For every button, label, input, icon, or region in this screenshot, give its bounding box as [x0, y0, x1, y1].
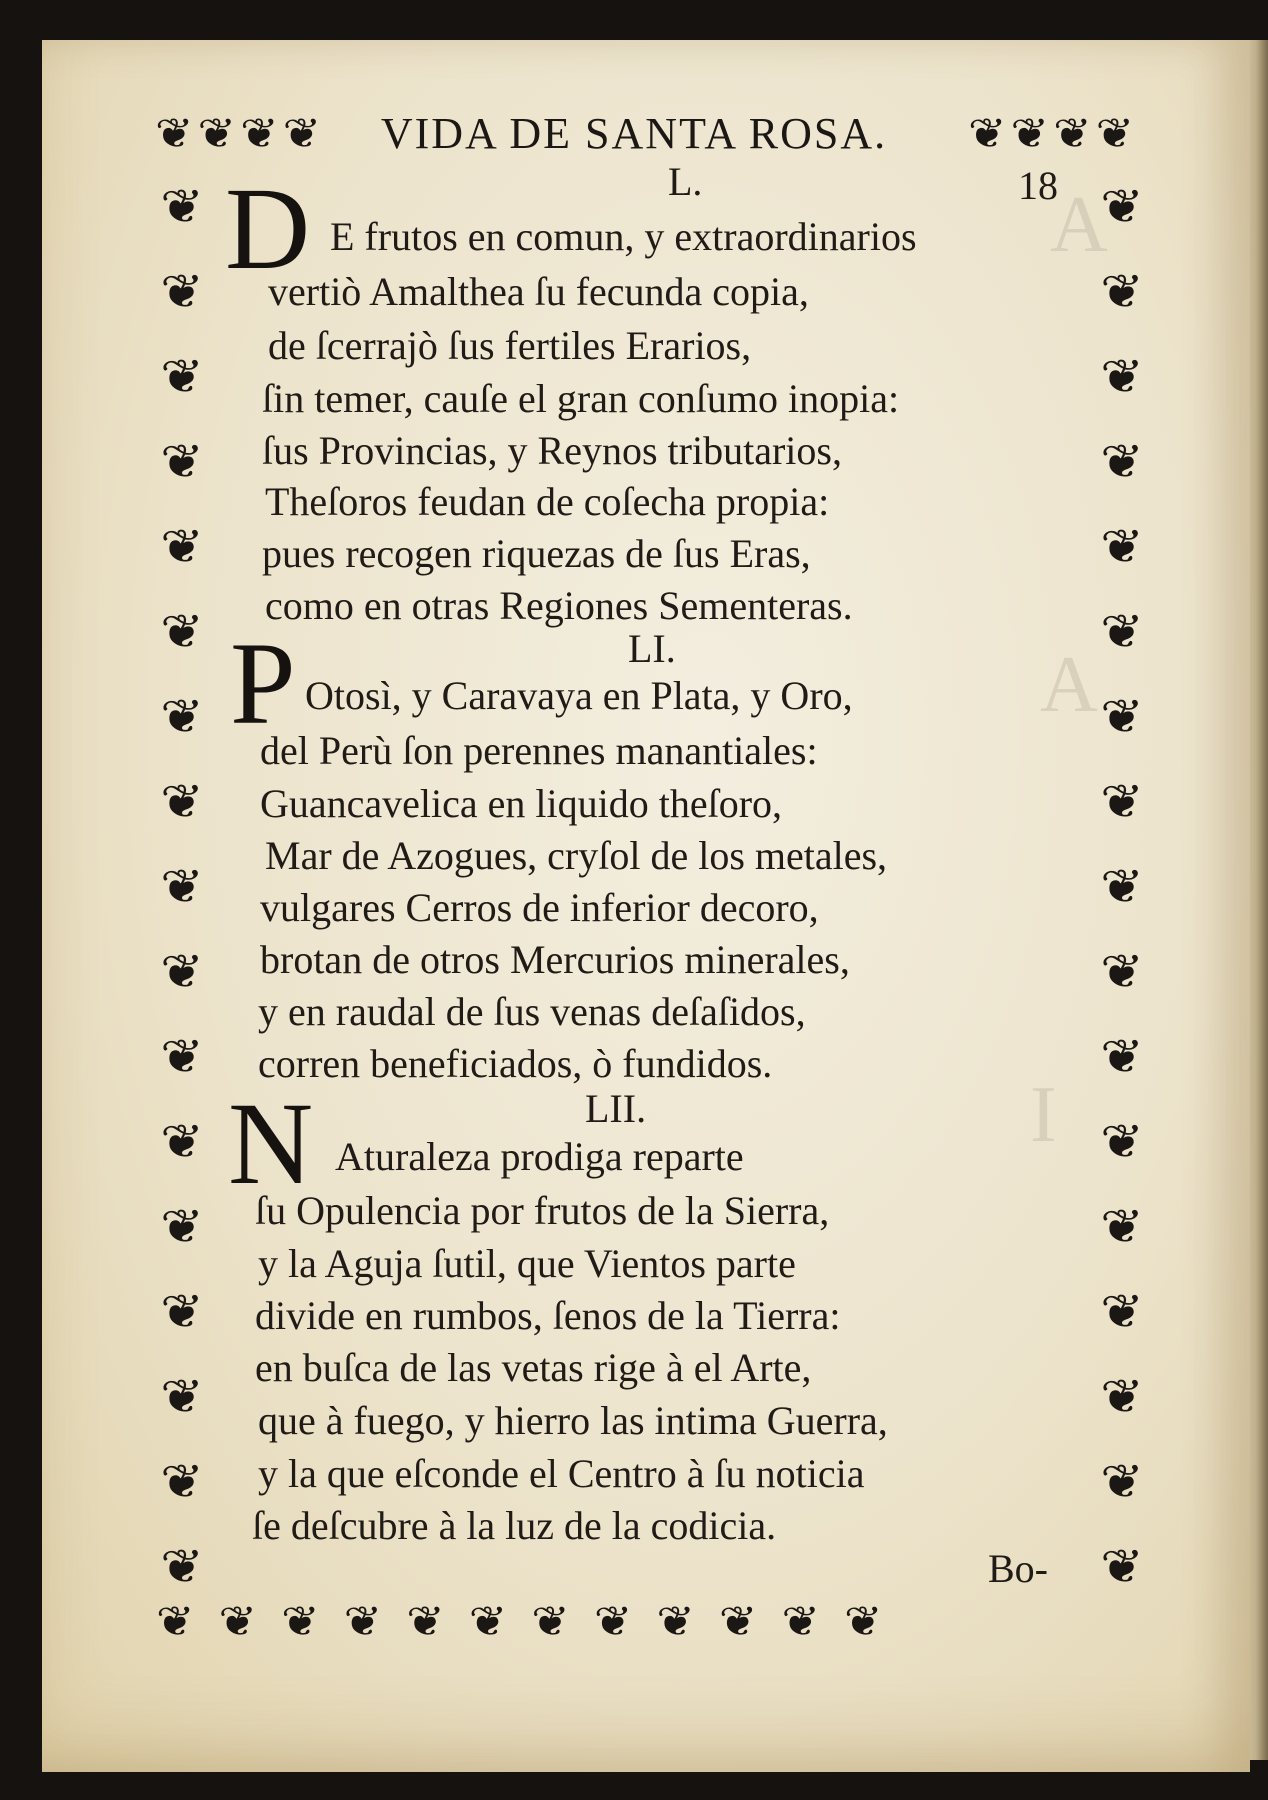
fleuron-icon: ❦ — [1100, 605, 1144, 660]
fleuron-icon: ❦ — [160, 350, 204, 405]
verse-line: del Perù ſon perennes manantiales: — [260, 728, 818, 773]
fleuron-icon: ❦ — [468, 1596, 508, 1646]
verse-line: ſe deſcubre à la luz de la codicia. — [252, 1503, 777, 1548]
fleuron-icon: ❦ — [156, 1596, 195, 1646]
fleuron-icon: ❦ — [281, 1596, 320, 1646]
verse-line: Aturaleza prodiga reparte — [335, 1134, 744, 1179]
fleuron-icon: ❦ — [160, 860, 204, 915]
fleuron-icon: ❦ — [1100, 265, 1144, 320]
drop-capital: P — [230, 618, 296, 749]
fleuron-icon: ❦ — [1100, 1030, 1144, 1085]
fleuron-icon: ❦ — [160, 775, 204, 830]
verse-line: vertiò Amalthea ſu fecunda copia, — [268, 269, 809, 314]
fleuron-icon: ❦ — [1100, 435, 1144, 490]
verse-line: y en raudal de ſus venas deſaſidos, — [258, 989, 806, 1034]
fleuron-icon: ❦ — [1100, 1370, 1144, 1425]
fleuron-icon: ❦ — [1100, 180, 1144, 235]
fleuron-icon: ❦ — [160, 1370, 204, 1425]
ornament-column-left — [152, 165, 212, 1610]
verse-line: pues recogen riquezas de ſus Eras, — [262, 531, 811, 576]
fleuron-icon: ❦ — [406, 1596, 445, 1646]
verse-line: divide en rumbos, ſenos de la Tierra: — [255, 1293, 841, 1338]
show-through-mark: I — [1030, 1071, 1057, 1159]
fleuron-icon: ❦ — [160, 945, 204, 1000]
verse-line: Theſoros feudan de coſecha propia: — [265, 479, 830, 524]
fleuron-icon: ❦ — [160, 690, 204, 745]
fleuron-icon: ❦ — [160, 520, 204, 575]
fleuron-icon: ❦ — [1100, 1540, 1144, 1595]
verse-line: y la que eſconde el Centro à ſu noticia — [258, 1451, 865, 1496]
ornament-row-bottom — [148, 1598, 891, 1644]
fleuron-icon: ❦ — [1100, 775, 1144, 830]
fleuron-icon: ❦ — [160, 1115, 204, 1170]
fleuron-icon: ❦ — [1100, 1285, 1144, 1340]
verse-line: corren beneficiados, ò fundidos. — [258, 1041, 773, 1086]
fleuron-icon: ❦ — [1100, 350, 1144, 405]
verse-line: Mar de Azogues, cryſol de los metales, — [265, 833, 888, 878]
verse-line: de ſcerrajò ſus fertiles Erarios, — [268, 323, 752, 368]
fleuron-icon: ❦ — [1095, 108, 1135, 158]
show-through-mark: A — [1050, 181, 1108, 269]
fleuron-icon: ❦ — [155, 108, 194, 158]
running-title: VIDA DE SANTA ROSA. — [380, 109, 888, 158]
fleuron-icon: ❦ — [160, 1030, 204, 1085]
verse-line: brotan de otros Mercurios minerales, — [260, 937, 850, 982]
ornament-column-right — [1092, 165, 1152, 1610]
stanza-number: L. — [668, 159, 703, 204]
fleuron-icon: ❦ — [282, 108, 322, 158]
show-through-mark: A — [1040, 641, 1098, 729]
page-number: 18 — [1018, 163, 1058, 208]
verse-line: E frutos en comun, y extraordinarios — [330, 214, 917, 259]
fleuron-icon: ❦ — [160, 1455, 204, 1510]
fleuron-icon: ❦ — [968, 108, 1007, 158]
fleuron-icon: ❦ — [160, 265, 204, 320]
fleuron-icon: ❦ — [844, 1596, 883, 1646]
stanza-number: LII. — [585, 1086, 647, 1131]
fleuron-icon: ❦ — [1100, 1455, 1144, 1510]
verse-line: ſin temer, cauſe el gran conſumo inopia: — [262, 376, 900, 421]
fleuron-icon: ❦ — [160, 1540, 204, 1595]
fleuron-icon: ❦ — [656, 1596, 695, 1646]
verse-line: vulgares Cerros de inferior decoro, — [260, 885, 819, 930]
fleuron-icon: ❦ — [160, 435, 204, 490]
catchword: Bo- — [988, 1546, 1048, 1591]
fleuron-icon: ❦ — [160, 1285, 204, 1340]
fleuron-icon: ❦ — [1100, 520, 1144, 575]
verse-line: como en otras Regiones Sementeras. — [265, 583, 853, 628]
verse-line: Otosì, y Caravaya en Plata, y Oro, — [305, 673, 853, 718]
fleuron-icon: ❦ — [1010, 108, 1050, 158]
fleuron-icon: ❦ — [160, 180, 204, 235]
verse-line: y la Aguja ſutil, que Vientos parte — [258, 1241, 796, 1286]
fleuron-icon: ❦ — [160, 1200, 204, 1255]
fleuron-icon: ❦ — [1053, 108, 1092, 158]
drop-capital: N — [228, 1078, 314, 1209]
fleuron-icon: ❦ — [593, 1596, 633, 1646]
fleuron-icon: ❦ — [1100, 860, 1144, 915]
fleuron-icon: ❦ — [197, 108, 237, 158]
fleuron-icon: ❦ — [1100, 1115, 1144, 1170]
fleuron-icon: ❦ — [218, 1596, 258, 1646]
fleuron-icon: ❦ — [240, 108, 279, 158]
fleuron-icon: ❦ — [1100, 1200, 1144, 1255]
fleuron-icon: ❦ — [343, 1596, 383, 1646]
fleuron-icon: ❦ — [160, 605, 204, 660]
fleuron-icon: ❦ — [531, 1596, 570, 1646]
fleuron-icon: ❦ — [718, 1596, 758, 1646]
verse-line: Guancavelica en liquido theſoro, — [260, 781, 783, 826]
stanza-number: LI. — [628, 626, 676, 671]
verse-line: ſu Opulencia por frutos de la Sierra, — [255, 1188, 830, 1233]
verse-line: en buſca de las vetas rige à el Arte, — [255, 1345, 812, 1390]
verse-line: ſus Provincias, y Reynos tributarios, — [262, 428, 842, 473]
fleuron-icon: ❦ — [1100, 945, 1144, 1000]
verse-line: que à fuego, y hierro las intima Guerra, — [258, 1398, 888, 1443]
drop-capital: D — [225, 163, 311, 294]
fleuron-icon: ❦ — [781, 1596, 821, 1646]
fleuron-icon: ❦ — [1100, 690, 1144, 745]
